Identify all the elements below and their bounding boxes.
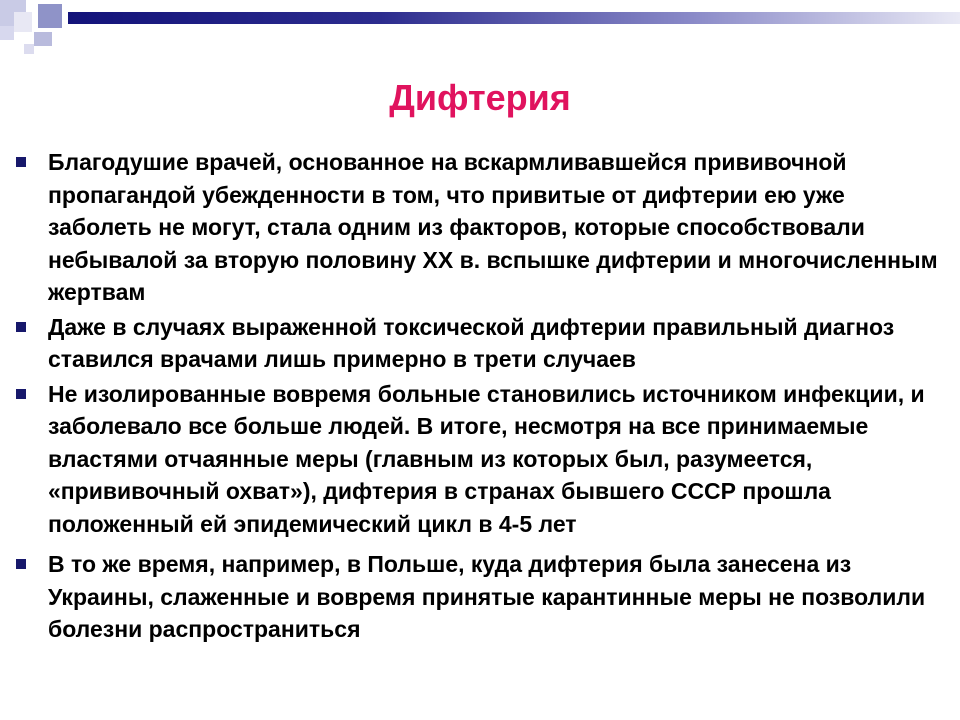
bullet-list [14, 146, 950, 648]
decorative-square [0, 26, 14, 40]
bullet-item [14, 311, 950, 376]
bullet-text: Даже в случаях выраженной токсической дифтерии правильный диагноз ставился врачами лишь примерно в трети случаев [48, 313, 895, 372]
bullet-text: Не изолированные вовремя больные становились источником инфекции, и заболевало все больше людей. В итоге, несмотря на все принимаемые властями отчаянные меры (главным из которых был, разумеется, «прививочный охват»), дифтерия в странах бывшего СССР прошла положенный ей эпидемический цикл в 4-5 лет [48, 380, 925, 537]
square-bullet-icon [16, 157, 26, 167]
bullet-text: В то же время, например, в Польше, куда дифтерия была занесена из Украины, слаженные и вовремя принятые карантинные меры не позволили болезни распространиться [48, 551, 926, 642]
bullet-item [14, 146, 950, 309]
slide-title: Дифтерия [389, 77, 571, 118]
decorative-square [38, 4, 62, 28]
decorative-square [24, 44, 34, 54]
square-bullet-icon [16, 322, 26, 332]
decorative-square [34, 32, 52, 46]
bullet-item [14, 378, 950, 541]
top-gradient-bar [68, 12, 960, 24]
decorative-square [14, 12, 32, 32]
bullet-text: Благодушие врачей, основанное на вскармливавшейся прививочной пропагандой убежденности в том, что привитые от дифтерии ею уже заболеть не могут, стала одним из факторов, которые способствовали небывалой за вторую половину XX в. вспышке дифтерии и многочисленным жертвам [48, 149, 938, 305]
bullet-item [14, 548, 950, 646]
square-bullet-icon [16, 389, 26, 399]
square-bullet-icon [16, 559, 26, 569]
